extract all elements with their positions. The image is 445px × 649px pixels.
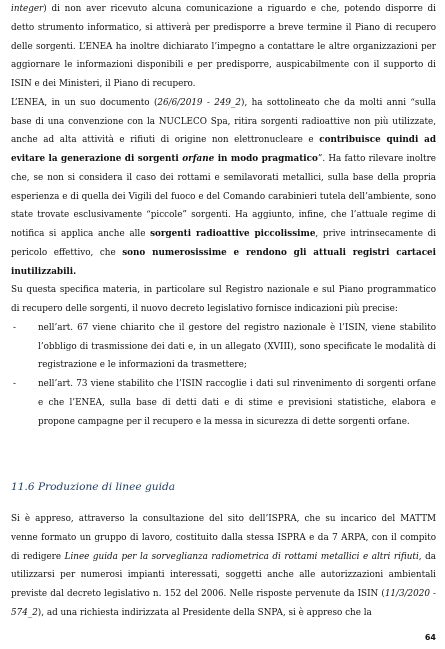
section-heading: 11.6 Produzione di linee guida xyxy=(11,481,176,493)
list-item-text: nell’art. 73 viene stabilito che l’ISIN raccoglie i dati sul rinvenimento di sorgenti orfane e che l’ENEA, sulla base di detti dati e di stime e previsioni statistiche, elabora e propone campagne per il recupero e la messa in sicurezza di dette sorgenti orfane. xyxy=(38,379,436,427)
paragraph-2 xyxy=(11,94,436,282)
text-span: , da utilizzarsi per numerosi impianti interessati, soggetti anche alle autorizzazioni ambientali previste dal decreto legislativo n. 152 del 2006. Nelle risposte pervenute da ISIN ( xyxy=(11,551,436,599)
bold-span: in modo pragmatico xyxy=(214,154,318,164)
bold-span: sorgenti radioattive piccolissime xyxy=(150,229,316,239)
italic-span: Linee guida per la sorveglianza radiometrica di rottami metallici e altri rifiuti xyxy=(64,551,419,562)
text-span: ) di non aver ricevuto alcuna comunicazione a riguardo e che, potendo disporre di detto strumento informatico, si attiverà per predisporre a breve termine il Piano di recupero delle sorgenti. L’ENEA ha inoltre dichiarato l’impegno a contattare le altre organizzazioni per aggiornare le informazioni disponibili e per predisporre, auspicabilmente con il supporto di ISIN e dei Ministeri, il Piano di recupero. xyxy=(11,4,436,89)
italic-span: 26/6/2019 - 249_2 xyxy=(157,97,242,108)
paragraph-4 xyxy=(11,510,436,623)
text-span: Si è appreso, attraverso la consultazione del sito dell’ISPRA, che su incarico del MATTM venne formato un gruppo di lavoro, costituito dalla stessa ISPRA e da 7 ARPA, con il compito di redigere xyxy=(11,514,436,562)
list-item xyxy=(11,319,436,375)
body-text-bottom xyxy=(11,510,436,623)
list-item xyxy=(11,375,436,431)
body-text-top xyxy=(11,0,436,431)
page-number: 64 xyxy=(424,633,436,642)
text-span: , prive intrinsecamente di pericolo effettivo, che xyxy=(11,229,437,258)
text-span: ), ha sottolineato che da molti anni “sulla base di una convenzione con la NUCLECO Spa, ritira sorgenti radioattive non più utilizzate, anche ad alta attività e rifiuti di origine non elettronucleare e xyxy=(11,97,436,146)
list-item-text: nell’art. 67 viene chiarito che il gestore del registro nazionale è l’ISIN, viene stabilito l’obbligo di trasmissione dei dati e, in un allegato (XVIII), sono specificate le modalità di registrazione e le informazioni da trasmettere; xyxy=(38,322,436,371)
bullet-dash: - xyxy=(13,379,16,389)
paragraph-3: Su questa specifica materia, in particolare sul Registro nazionale e sul Piano programmatico di recupero delle sorgenti, il nuovo decreto legislativo fornisce indicazioni più precise: xyxy=(11,285,436,314)
text-span: ”. Ha fatto rilevare inoltre che, se non si considera il caso dei rottami e semilavorati metallici, sulla base della propria esperienza e di quella dei Vigili del fuoco e del Comando carabinieri tutela dell’ambiente, sono state trovate esclusivamente “piccole” sorgenti. Ha aggiunto, infine, che l’attuale regime di notifica si applica anche alle xyxy=(11,154,436,239)
italic-span: 11/3/2020 - 574_2 xyxy=(11,589,437,618)
bold-span: contribuisce quindi ad evitare la generazione di sorgenti xyxy=(11,135,436,164)
bullet-dash: - xyxy=(13,322,16,333)
bullet-list xyxy=(11,319,436,432)
text-span: L’ENEA, in un suo documento ( xyxy=(11,97,158,108)
text-span: ), ad una richiesta indirizzata al Presidente della SNPA, si è appreso che la xyxy=(37,607,372,618)
italic-span: integer xyxy=(11,4,44,14)
paragraph-1 xyxy=(11,0,436,94)
bold-span: sono numerosissime e rendono gli attuali registri cartacei inutilizzabili. xyxy=(11,247,436,277)
bold-italic-span: orfane xyxy=(182,154,215,164)
